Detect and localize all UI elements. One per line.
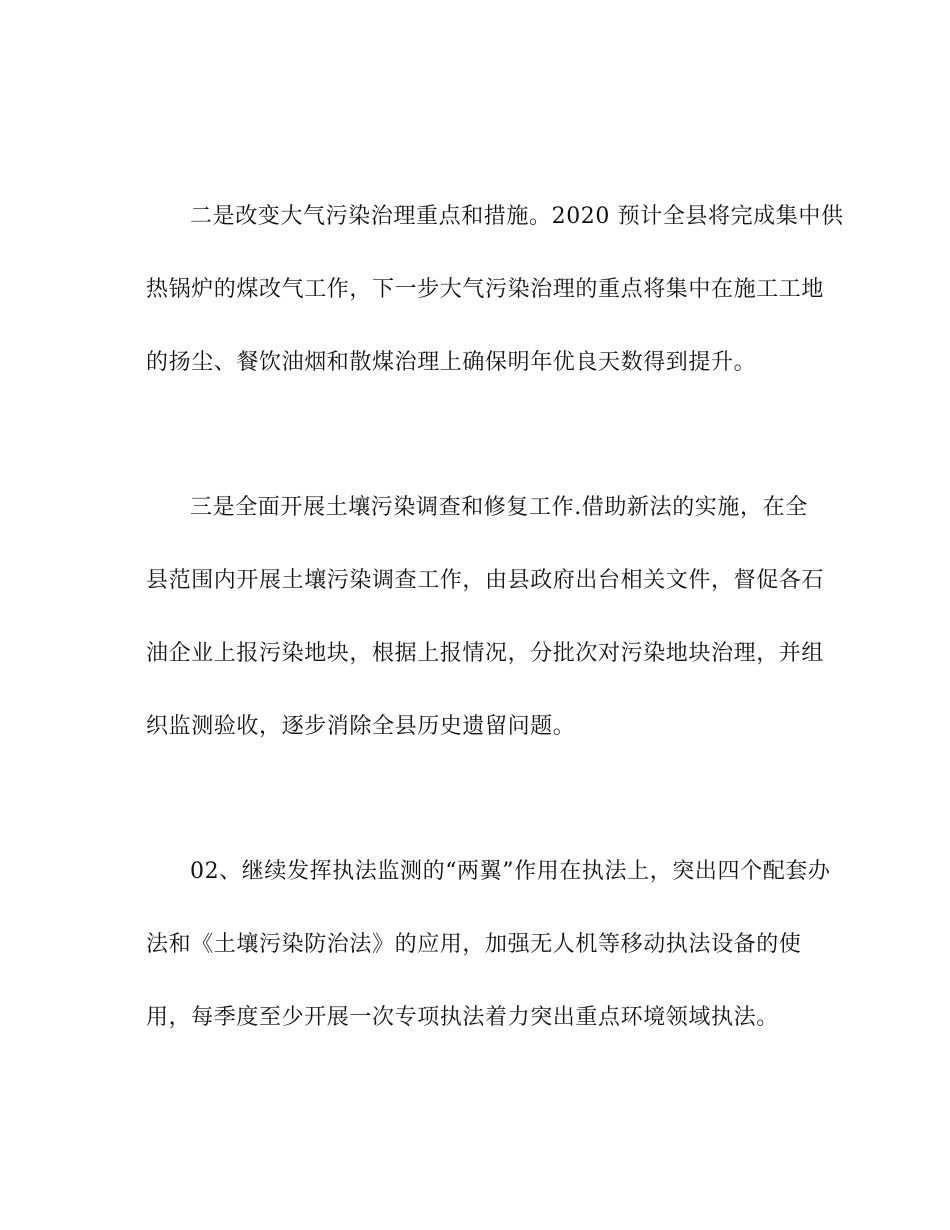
paragraph-line: 三是全面开展土壤污染调查和修复工作.借助新法的实施，在全: [190, 495, 808, 520]
paragraph-line: 县范围内开展土壤污染调查工作，由县政府出台相关文件，督促各石: [146, 568, 825, 593]
paragraph-line: 油企业上报污染地块，根据上报情况，分批次对污染地块治理，并组: [146, 641, 825, 666]
paragraph-line: 法和《土壤污染防治法》的应用，加强无人机等移动执法设备的使: [146, 932, 802, 957]
paragraph-line: 二是改变大气污染治理重点和措施。2020 预计全县将完成集中供: [190, 204, 844, 229]
paragraph-line: 用，每季度至少开展一次专项执法着力突出重点环境领域执法。: [146, 1005, 779, 1030]
paragraph-line: 织监测验收，逐步消除全县历史遗留问题。: [146, 714, 576, 739]
paragraph-line: 热锅炉的煤改气工作，下一步大气污染治理的重点将集中在施工工地: [146, 277, 825, 302]
paragraph-line: 02、继续发挥执法监测的“两翼”作用在执法上，突出四个配套办: [190, 859, 831, 884]
paragraph-line: 的扬尘、餐饮油烟和散煤治理上确保明年优良天数得到提升。: [146, 350, 757, 375]
